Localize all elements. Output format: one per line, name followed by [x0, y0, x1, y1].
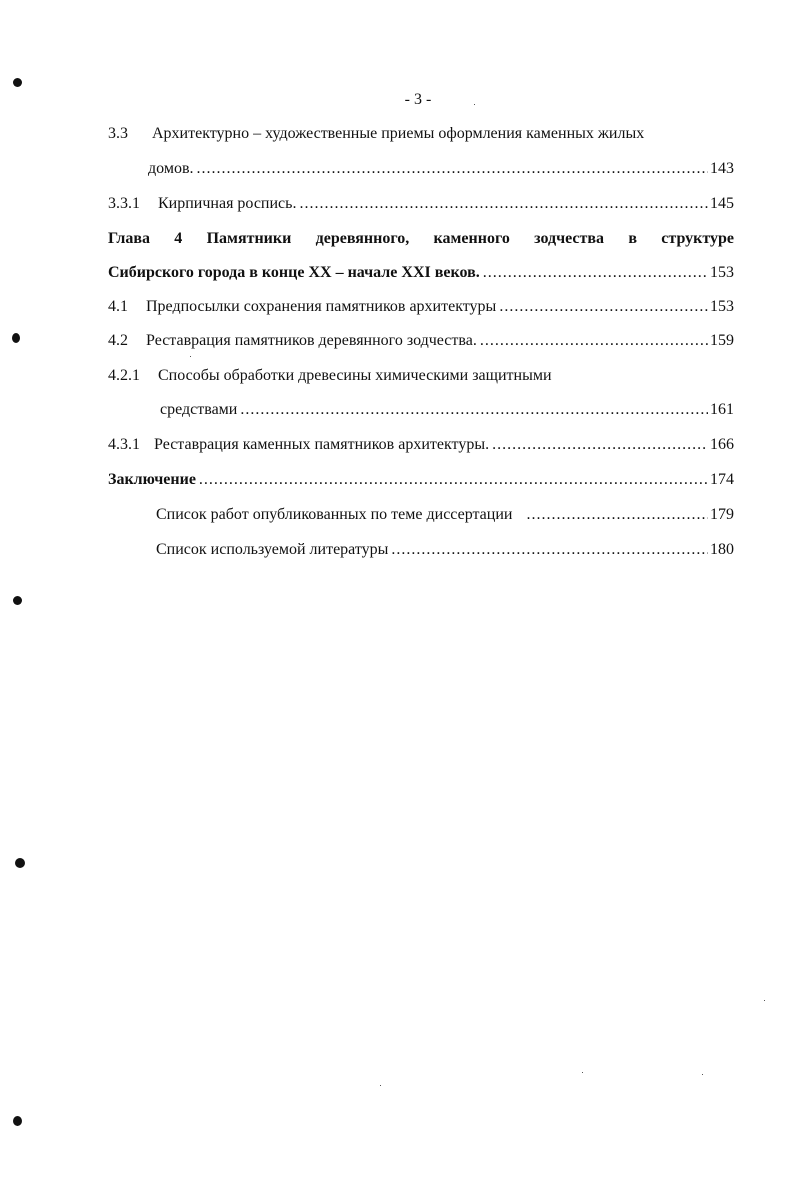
toc-leader-dots — [483, 262, 708, 284]
toc-entry-number: 4.2.1 — [108, 367, 140, 384]
toc-entry-3-3-line2[interactable] — [148, 158, 734, 180]
toc-entry-title: Список работ опубликованных по теме диссертации — [156, 506, 513, 523]
scan-speck — [474, 104, 475, 105]
toc-chapter-4-line1: Глава 4 Памятники деревянного, каменного зодчества в структуре — [108, 230, 734, 247]
binding-hole-mark — [12, 333, 20, 343]
toc-entry-4-2[interactable] — [108, 330, 734, 352]
scan-speck — [582, 1072, 583, 1073]
toc-entry-4-2-1-line2[interactable] — [160, 399, 734, 421]
toc-entry-title: Реставрация каменных памятников архитектуры. — [154, 436, 490, 453]
toc-entry-3-3-1[interactable] — [108, 193, 734, 215]
toc-page-number: 143 — [710, 160, 734, 177]
toc-entry-conclusion[interactable] — [108, 469, 734, 491]
page-number: - 3 - — [404, 91, 432, 108]
toc-chapter-4-line2[interactable] — [108, 262, 734, 284]
toc-entry-title: Кирпичная роспись. — [158, 195, 297, 212]
toc-entry-title: Реставрация памятников деревянного зодчества. — [146, 332, 477, 349]
toc-entry-4-3-1[interactable] — [108, 434, 734, 456]
toc-leader-dots — [197, 158, 708, 180]
toc-entry-number: 4.1 — [108, 298, 128, 315]
toc-page-number: 159 — [710, 332, 734, 349]
toc-entry-title-cont: средствами — [160, 401, 238, 418]
toc-page-number: 153 — [710, 298, 734, 315]
toc-entry-title: Архитектурно – художественные приемы оформления каменных жилых — [152, 125, 645, 142]
toc-entry-number: 4.3.1 — [108, 436, 140, 453]
toc-page-number: 145 — [710, 195, 734, 212]
toc-page-number: 174 — [710, 471, 734, 488]
toc-entry-4-2-1-line1 — [108, 365, 552, 387]
toc-page-number: 161 — [710, 401, 734, 418]
toc-entry-title: Список используемой литературы — [156, 541, 389, 558]
toc-leader-dots — [391, 539, 708, 561]
toc-page-number: 166 — [710, 436, 734, 453]
toc-leader-dots — [480, 330, 708, 352]
binding-hole-mark — [13, 1116, 22, 1126]
toc-page-number: 153 — [710, 264, 734, 281]
toc-entry-title: Предпосылки сохранения памятников архитектуры — [146, 298, 497, 315]
toc-entry-3-3-line1 — [108, 123, 644, 145]
toc-entry-references[interactable] — [156, 539, 734, 561]
toc-entry-number: 3.3 — [108, 125, 128, 142]
scan-speck — [190, 356, 191, 357]
binding-hole-mark — [13, 596, 22, 605]
scan-speck — [380, 1085, 381, 1086]
scan-speck — [764, 1000, 765, 1001]
toc-leader-dots — [526, 504, 708, 526]
toc-page-number: 179 — [710, 506, 734, 523]
toc-leader-dots — [199, 469, 708, 491]
toc-leader-dots — [299, 193, 708, 215]
toc-entry-title-cont: домов. — [148, 160, 194, 177]
toc-entry-publications[interactable] — [156, 504, 734, 526]
binding-hole-mark — [15, 858, 25, 868]
toc-entry-title: Способы обработки древесины химическими защитными — [158, 367, 552, 384]
binding-hole-mark — [13, 78, 22, 87]
toc-entry-number: 4.2 — [108, 332, 128, 349]
toc-entry-title-cont: Сибирского города в конце XX – начале XXI веков. — [108, 264, 480, 281]
toc-entry-number: 3.3.1 — [108, 195, 140, 212]
toc-entry-4-1[interactable] — [108, 296, 734, 318]
toc-page-number: 180 — [710, 541, 734, 558]
toc-leader-dots — [492, 434, 708, 456]
scan-speck — [702, 1074, 703, 1075]
toc-entry-title: Заключение — [108, 471, 196, 488]
toc-leader-dots — [240, 399, 708, 421]
toc-leader-dots — [499, 296, 708, 318]
